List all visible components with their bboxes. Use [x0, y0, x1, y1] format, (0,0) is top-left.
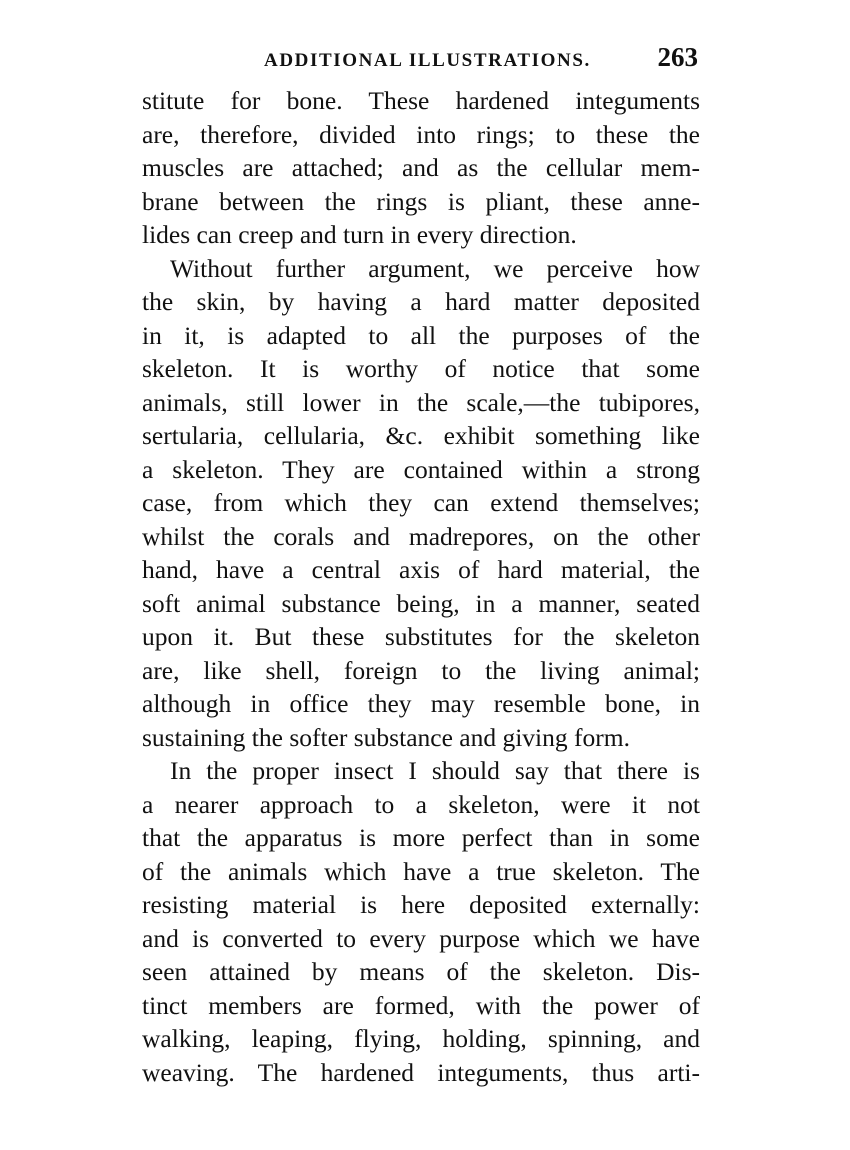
running-title: ADDITIONAL ILLUSTRATIONS. — [264, 50, 591, 71]
text-line: the skin, by having a hard matter deposited — [142, 287, 700, 316]
text-line: seen attained by means of the skeleton. Dis- — [142, 957, 700, 986]
text-line: upon it. But these substitutes for the skeleton — [142, 622, 700, 651]
text-line: Without further argument, we perceive how — [170, 253, 700, 283]
text-line: and is converted to every purpose which we have — [142, 923, 700, 953]
text-line: walking, leaping, flying, holding, spinning, and — [142, 1024, 700, 1053]
text-line: in it, is adapted to all the purposes of the — [142, 320, 700, 350]
text-line: sertularia, cellularia, &c. exhibit something like — [142, 421, 700, 450]
page-number: 263 — [657, 42, 698, 72]
text-line: sustaining the softer substance and giving form. — [142, 722, 630, 752]
running-head — [140, 42, 702, 76]
text-line: skeleton. It is worthy of notice that some — [142, 354, 700, 383]
text-line: hand, have a central axis of hard material, the — [142, 555, 700, 584]
text-line: soft animal substance being, in a manner, seated — [142, 588, 700, 618]
text-line: stitute for bone. These hardened integuments — [142, 86, 700, 115]
text-line: muscles are attached; and as the cellular mem- — [142, 153, 700, 182]
text-line: are, like shell, foreign to the living animal; — [142, 655, 700, 685]
text-line: a skeleton. They are contained within a strong — [142, 454, 700, 484]
body-text — [142, 84, 700, 1089]
text-line: that the apparatus is more perfect than in some — [142, 823, 700, 852]
text-line: although in office they may resemble bone, in — [142, 689, 700, 718]
text-line: a nearer approach to a skeleton, were it not — [142, 789, 700, 819]
text-line: of the animals which have a true skeleton. The — [142, 856, 700, 886]
text-line: In the proper insect I should say that there is — [170, 756, 700, 785]
text-line: case, from which they can extend themselves; — [142, 488, 700, 517]
text-line: whilst the corals and madrepores, on the other — [142, 521, 700, 551]
text-line: weaving. The hardened integuments, thus arti- — [142, 1057, 700, 1087]
text-line: lides can creep and turn in every direction. — [142, 220, 577, 249]
text-line: brane between the rings is pliant, these anne- — [142, 186, 700, 216]
text-line: animals, still lower in the scale,—the tubipores, — [142, 387, 700, 417]
text-line: tinct members are formed, with the power of — [142, 990, 700, 1020]
text-line: resisting material is here deposited externally: — [142, 890, 700, 919]
text-line: are, therefore, divided into rings; to these the — [142, 119, 700, 149]
